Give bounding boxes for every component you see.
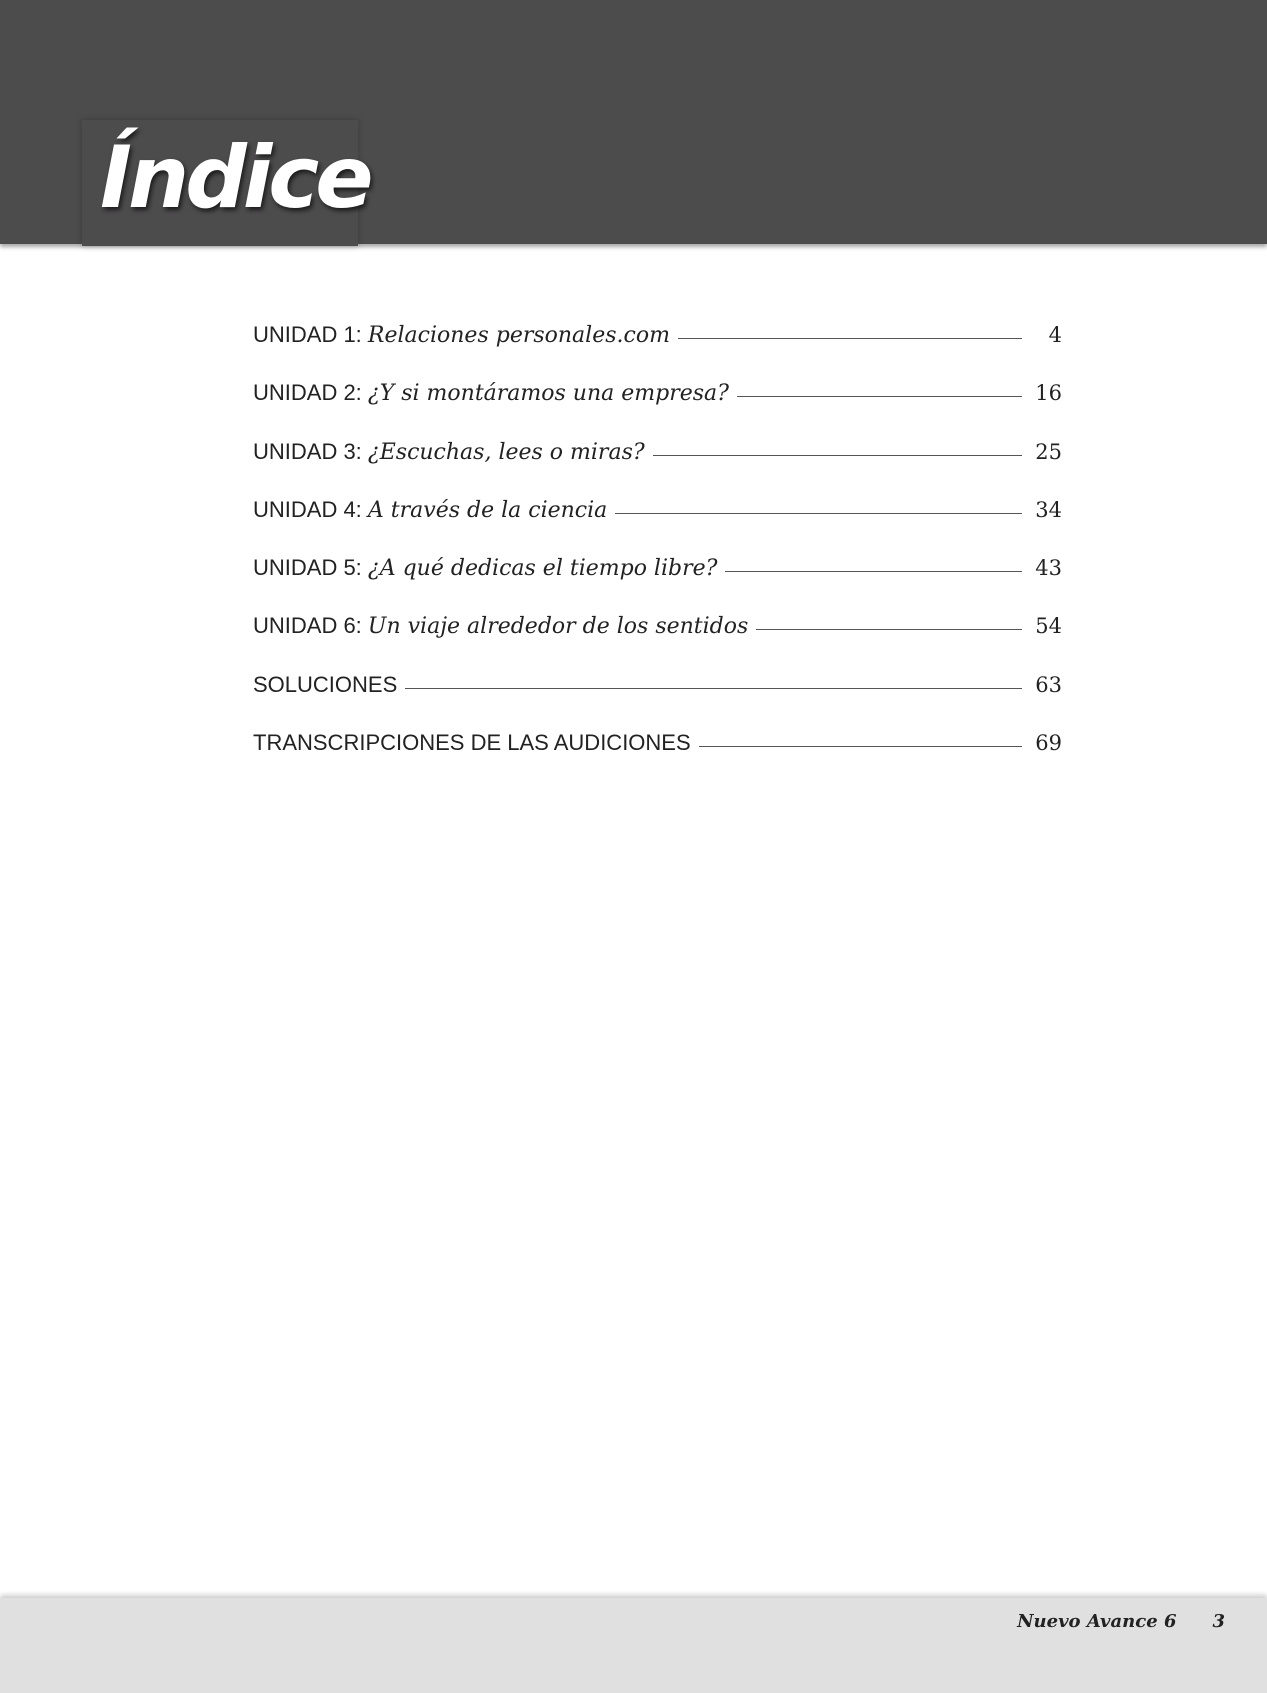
page-title: Índice — [100, 128, 370, 228]
toc-entry-title: ¿Y si montáramos una empresa? — [367, 381, 729, 407]
toc-entry-page: 25 — [1035, 439, 1062, 464]
toc-entry-label — [253, 672, 397, 698]
toc-entry-label — [253, 380, 729, 406]
toc-entry-unidad-6[interactable] — [253, 613, 1062, 671]
toc-leader-line — [615, 513, 1022, 514]
footer-page-number: 3 — [1212, 1611, 1225, 1632]
toc-leader-line — [725, 571, 1022, 572]
toc-entry-prefix: UNIDAD 4: — [253, 496, 368, 522]
toc-entry-label — [253, 439, 645, 465]
toc-entry-soluciones[interactable] — [253, 672, 1062, 730]
toc-leader-line — [405, 688, 1022, 689]
toc-entry-prefix: UNIDAD 6: — [253, 613, 368, 639]
toc-entry-page: 34 — [1035, 497, 1062, 522]
toc-leader-line — [737, 396, 1022, 397]
toc-entry-unidad-3[interactable] — [253, 439, 1062, 497]
toc-entry-unidad-2[interactable] — [253, 380, 1062, 438]
footer-book-title: Nuevo Avance 6 — [1017, 1611, 1177, 1632]
toc-entry-page: 63 — [1035, 672, 1062, 697]
toc-entry-transcripciones[interactable] — [253, 730, 1062, 788]
toc-entry-unidad-4[interactable] — [253, 497, 1062, 555]
toc-entry-title: Relaciones personales.com — [367, 323, 670, 348]
toc-entry-label — [253, 613, 748, 639]
toc-entry-page: 43 — [1035, 556, 1062, 581]
toc-entry-prefix: UNIDAD 1: — [253, 322, 368, 347]
toc-entry-prefix: UNIDAD 5: — [253, 555, 368, 581]
toc-entry-page: 69 — [1035, 731, 1062, 756]
toc-entry-unidad-1[interactable] — [253, 322, 1062, 380]
toc-entry-page: 54 — [1035, 614, 1062, 639]
toc-entry-title: Un viaje alrededor de los sentidos — [367, 614, 749, 640]
toc-entry-prefix: UNIDAD 3: — [253, 438, 368, 464]
toc-entry-label — [253, 497, 607, 523]
toc-entry-unidad-5[interactable] — [253, 555, 1062, 613]
toc-entry-prefix: TRANSCRIPCIONES DE LAS AUDICIONES — [253, 730, 691, 756]
toc-entry-title: ¿Escuchas, lees o miras? — [367, 439, 645, 465]
toc-entry-prefix: UNIDAD 2: — [253, 380, 368, 406]
toc-entry-title: A través de la ciencia — [367, 497, 608, 523]
toc-leader-line — [678, 338, 1022, 339]
toc-entry-label — [253, 730, 691, 756]
toc-entry-title: ¿A qué dedicas el tiempo libre? — [367, 556, 718, 582]
toc-entry-page: 4 — [1048, 323, 1062, 347]
toc-leader-line — [653, 455, 1022, 456]
table-of-contents — [253, 322, 1062, 788]
toc-entry-prefix: SOLUCIONES — [253, 671, 398, 697]
toc-entry-page: 16 — [1035, 381, 1062, 406]
toc-leader-line — [756, 629, 1022, 630]
toc-entry-label — [253, 322, 670, 348]
toc-leader-line — [699, 746, 1022, 747]
footer — [1017, 1611, 1225, 1632]
toc-entry-label — [253, 555, 717, 581]
